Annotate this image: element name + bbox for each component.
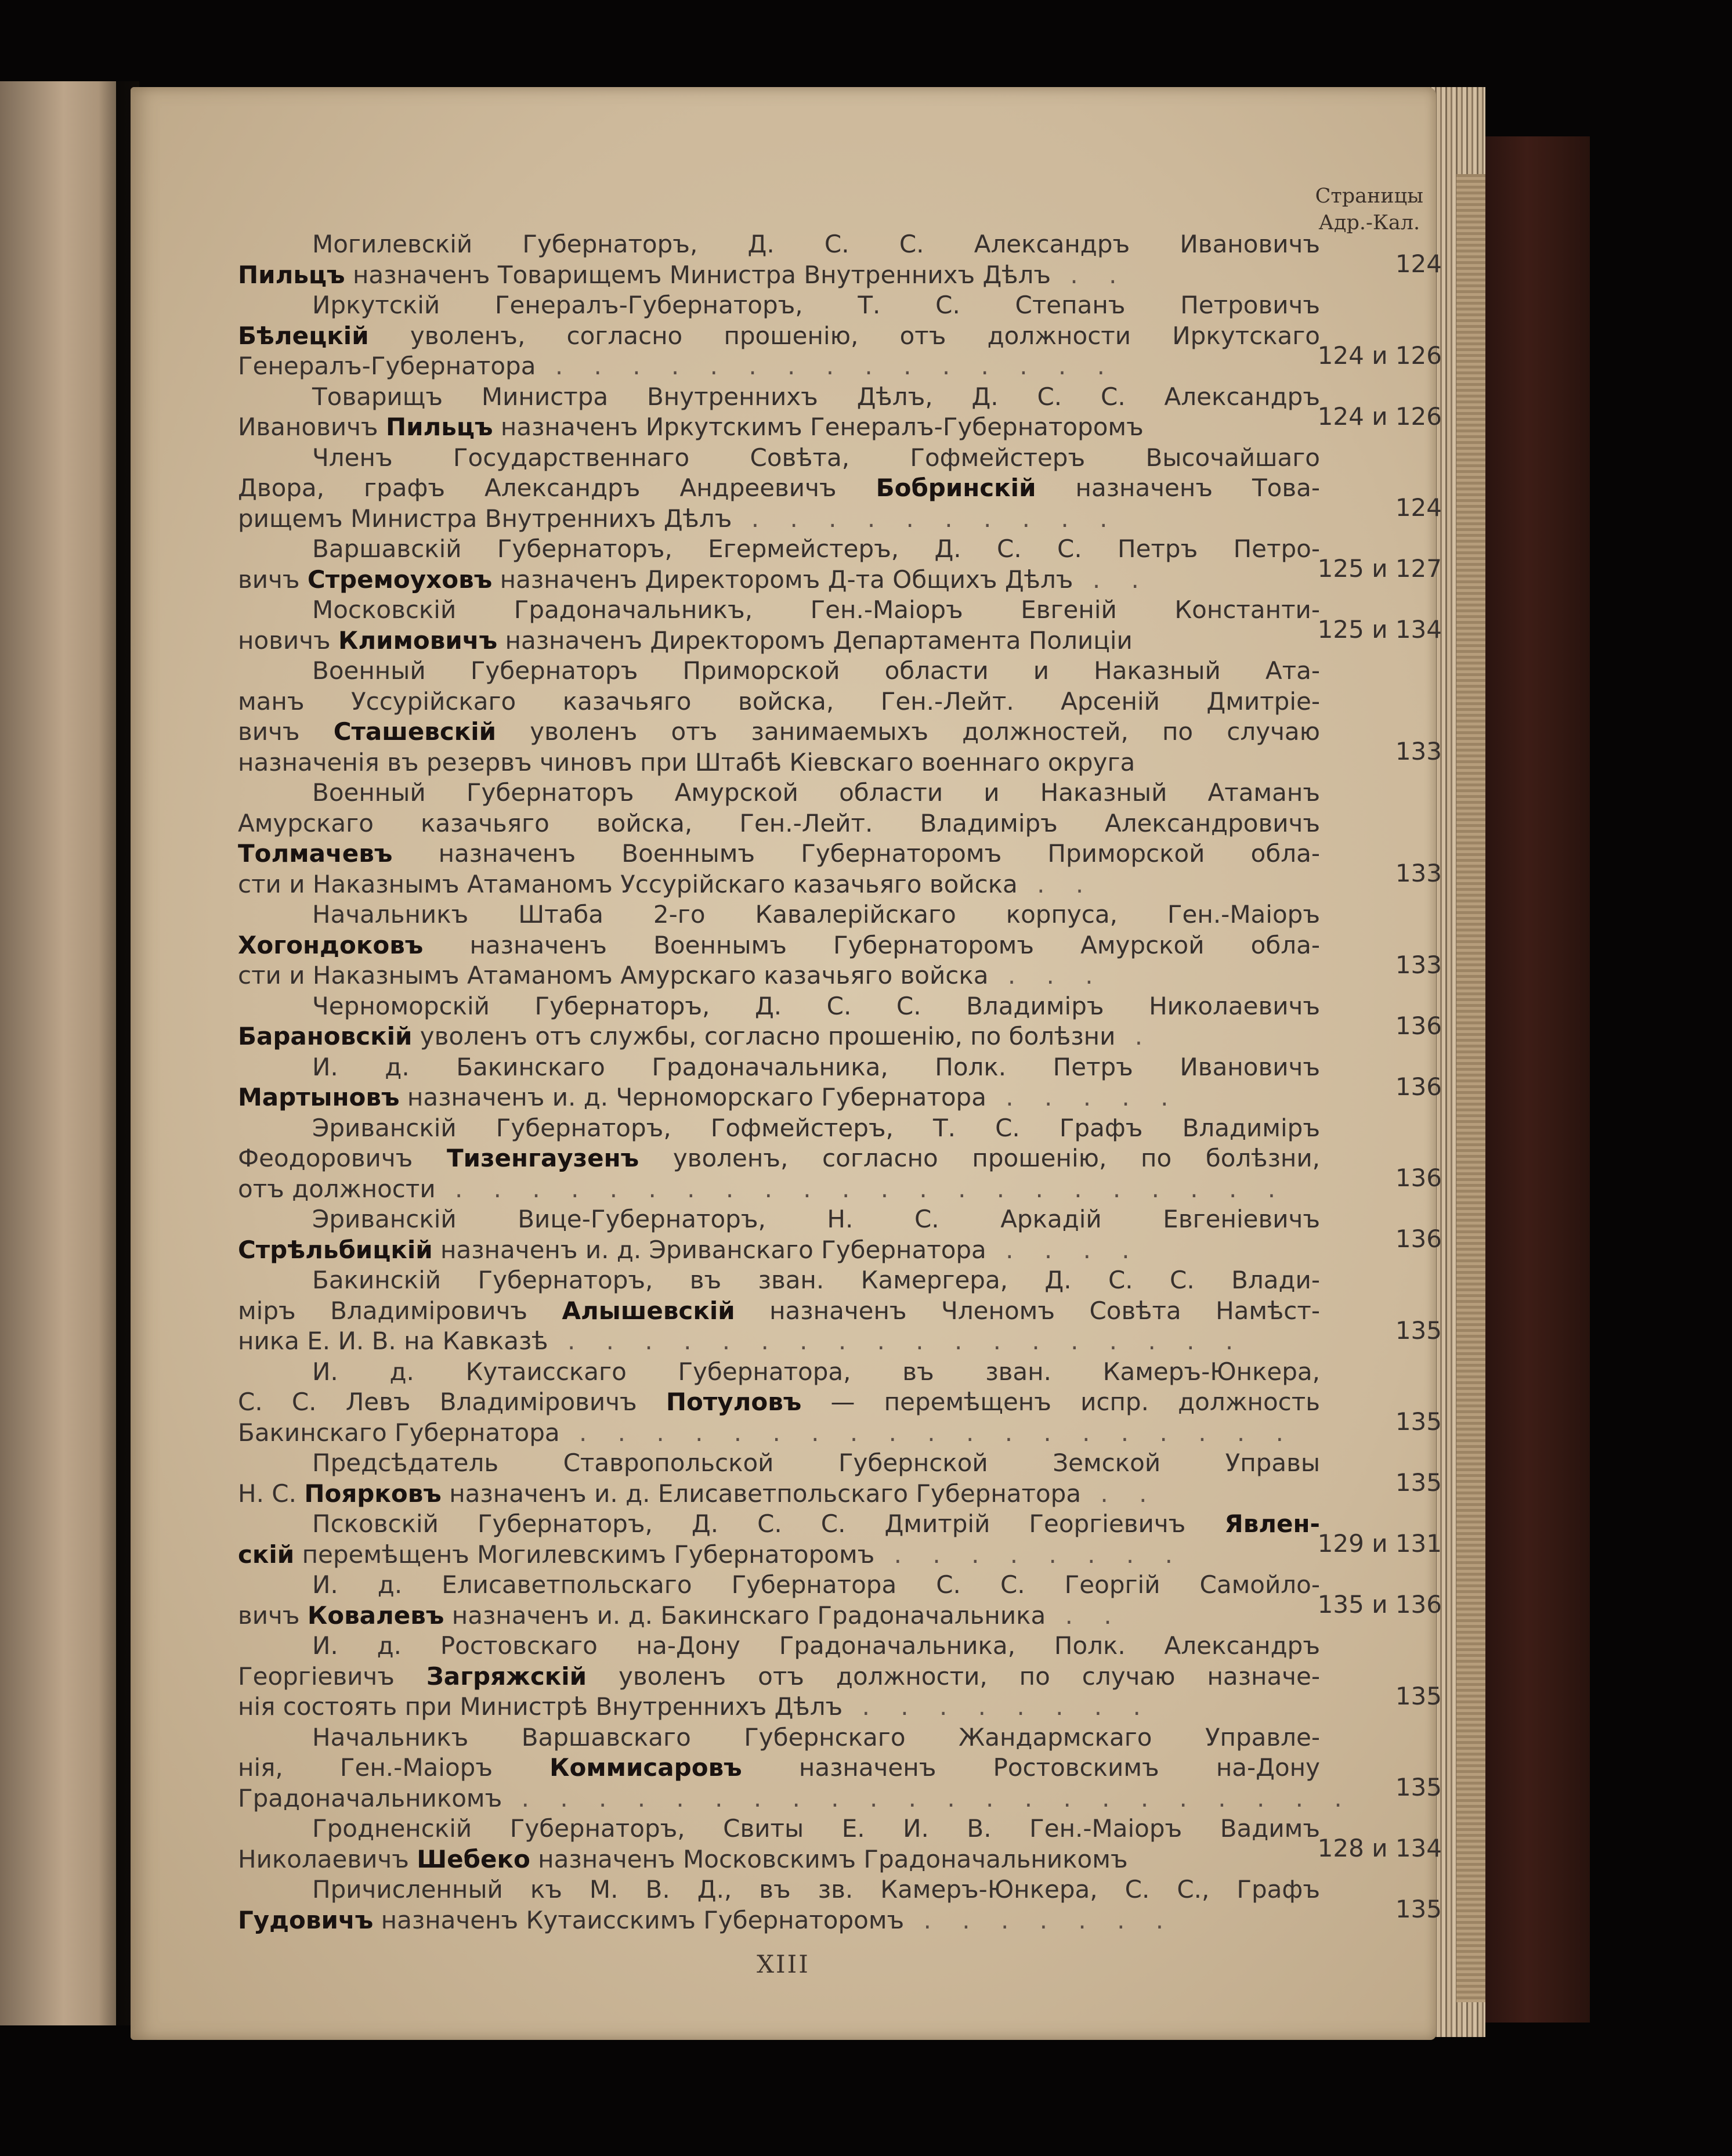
official-name: Пильцъ	[385, 413, 493, 441]
page-reference: 136	[1395, 1011, 1442, 1040]
entry-line	[238, 1174, 1320, 1205]
entry-line	[238, 1509, 1320, 1540]
entry-text: Н. С.	[238, 1479, 305, 1508]
entry-line	[238, 1296, 1320, 1327]
entry-text: уволенъ, согласно прошенію, отъ должности Иркутскаго	[368, 321, 1320, 350]
entry-text: новичъ	[238, 626, 339, 655]
leader-dots: . . . . . . . .	[874, 1540, 1184, 1569]
index-entry	[238, 1052, 1442, 1113]
entry-line	[238, 1662, 1320, 1692]
leader-dots: . . . . . . . . . . . . . . . . . . . . . .	[502, 1783, 1354, 1812]
entry-text: уволенъ отъ должности, по случаю назначе-	[587, 1662, 1320, 1691]
entry-line	[238, 1418, 1320, 1449]
entry-text: назначенъ Московскимъ Градоначальникомъ	[530, 1844, 1128, 1873]
entry-text: сти и Наказнымъ Атаманомъ Уссурійскаго казачьяго войска	[238, 869, 1018, 898]
official-name: Стрѣльбицкій	[238, 1235, 433, 1264]
entry-text: нія, Ген.-Маіоръ	[238, 1753, 550, 1782]
official-name: Климовичъ	[338, 626, 498, 655]
entry-line	[238, 473, 1320, 504]
leader-dots: . . . . . . . . . .	[732, 504, 1119, 533]
official-name: Коммисаровъ	[549, 1753, 742, 1782]
entry-text: нія состоять при Министрѣ Внутреннихъ Дѣлъ	[238, 1692, 843, 1721]
entry-line	[238, 1235, 1320, 1266]
page-reference: 133	[1395, 950, 1442, 979]
entry-line	[238, 747, 1320, 778]
leader-dots: . .	[1046, 1601, 1123, 1630]
page-reference: 125 и 127	[1317, 554, 1442, 583]
official-name: Сташевскій	[333, 717, 497, 746]
entry-text: назначенъ и. д. Черноморскаго Губернатора	[399, 1083, 986, 1111]
entry-line	[238, 626, 1320, 656]
index-entry	[238, 229, 1442, 290]
page-reference: 136	[1395, 1164, 1442, 1193]
page-reference: 124 и 126	[1317, 402, 1442, 431]
entry-text: уволенъ отъ занимаемыхъ должностей, по случаю	[496, 717, 1320, 746]
index-entry	[238, 290, 1442, 382]
entry-text: назначенъ Директоромъ Департамента Полиціи	[497, 626, 1133, 655]
entry-line	[238, 1692, 1320, 1722]
page-reference: 133	[1395, 737, 1442, 766]
entry-line: И. д. Елисаветпольскаго Губернатора С. С. Георгій Самойло-	[312, 1570, 1320, 1599]
entry-line: И. д. Бакинскаго Градоначальника, Полк. Петръ Ивановичъ	[312, 1052, 1320, 1081]
page-reference: 135	[1395, 1681, 1442, 1710]
page-number: XIII	[757, 1950, 810, 1978]
page-reference: 124 и 126	[1317, 341, 1442, 370]
entry-line	[238, 1326, 1320, 1357]
entry-text: назначенъ Военнымъ Губернаторомъ Амурской обла-	[423, 930, 1320, 959]
index-entry	[238, 900, 1442, 991]
official-name: Шебеко	[417, 1844, 530, 1873]
entry-text: назначенъ и. д. Елисаветпольскаго Губернатора	[441, 1479, 1082, 1508]
entry-line	[238, 1844, 1320, 1875]
page-reference: 124	[1395, 250, 1442, 279]
entry-line	[238, 717, 1320, 747]
official-name: Толмачевъ	[238, 839, 393, 868]
book-cover	[1485, 136, 1590, 2023]
index-entry	[238, 991, 1442, 1052]
entry-line: Гродненскій Губернаторъ, Свиты Е. И. В. Ген.-Маіоръ Вадимъ	[312, 1814, 1320, 1843]
official-name: Загряжскій	[426, 1662, 587, 1691]
official-name: Гудовичъ	[238, 1905, 374, 1934]
leader-dots: . . . . . . .	[904, 1905, 1176, 1934]
official-name: Мартыновъ	[238, 1083, 400, 1111]
index-entry	[238, 656, 1442, 778]
entry-line	[238, 1601, 1320, 1631]
entry-text: назначенъ Това-	[1036, 474, 1320, 502]
index-entry	[238, 1875, 1442, 1935]
entry-text: назначенія въ резервъ чиновъ при Штабѣ Кіевскаго военнаго округа	[238, 747, 1136, 777]
index-entry	[238, 1570, 1442, 1631]
entry-line: Московскій Градоначальникъ, Ген.-Маіоръ Евгеній Константи-	[312, 595, 1320, 624]
index-entry	[238, 1113, 1442, 1205]
official-name: Бобринскій	[876, 474, 1036, 502]
entry-line	[238, 321, 1320, 352]
entry-text: назначенъ Иркутскимъ Генералъ-Губернаторомъ	[493, 413, 1144, 441]
page-reference: 129 и 131	[1317, 1529, 1442, 1558]
index-entry	[238, 1204, 1442, 1265]
entry-line: Черноморскій Губернаторъ, Д. С. С. Владиміръ Николаевичъ	[312, 991, 1320, 1020]
entry-text: назначенъ Военнымъ Губернаторомъ Приморской обла-	[392, 839, 1320, 868]
entry-text: Георгіевичъ	[238, 1662, 426, 1691]
entry-line: Иркутскій Генералъ-Губернаторъ, Т. С. Степанъ Петровичъ	[312, 291, 1320, 319]
column-header-line1: Страницы	[1315, 185, 1423, 208]
column-header	[1315, 183, 1423, 236]
entry-text: уволенъ отъ службы, согласно прошенію, по болѣзни	[412, 1022, 1116, 1050]
official-name: Алышевскій	[562, 1296, 735, 1325]
entry-text: Ивановичъ	[238, 413, 386, 441]
entry-line	[238, 504, 1320, 535]
entry-line: Эриванскій Губернаторъ, Гофмейстеръ, Т. С. Графъ Владиміръ	[312, 1113, 1320, 1142]
index-entry	[238, 382, 1442, 443]
entry-text: Амурскаго казачьяго войска, Ген.-Лейт. Владиміръ Александровичъ	[238, 808, 1320, 837]
entry-text: отъ должности	[238, 1174, 436, 1203]
entry-text: вичъ	[238, 1601, 308, 1630]
index-entry	[238, 1631, 1442, 1722]
entry-line	[238, 808, 1320, 839]
entry-text: назначенъ Членомъ Совѣта Намѣст-	[735, 1296, 1320, 1325]
entry-text: назначенъ Кутаисскимъ Губернаторомъ	[373, 1905, 905, 1934]
entry-text: Градоначальникомъ	[238, 1783, 502, 1812]
book-page	[131, 87, 1442, 2040]
entry-text: сти и Наказнымъ Атаманомъ Амурскаго казачьяго войска	[238, 961, 989, 989]
entry-line: Предсѣдатель Ставропольской Губернской Земской Управы	[312, 1449, 1320, 1477]
page-reference: 135	[1395, 1468, 1442, 1497]
entry-line: Членъ Государственнаго Совѣта, Гофмейстеръ Высочайшаго	[312, 443, 1320, 472]
entry-line	[238, 412, 1320, 443]
entry-line: Начальникъ Варшавскаго Губернскаго Жандармскаго Управле-	[312, 1722, 1320, 1751]
entry-text: назначенъ Товарищемъ Министра Внутреннихъ Дѣлъ	[345, 260, 1051, 289]
leader-dots: . . . . .	[986, 1083, 1180, 1111]
official-name: Барановскій	[238, 1022, 413, 1050]
official-name: Стремоуховъ	[307, 565, 493, 594]
page-reference: 125 и 134	[1317, 615, 1442, 644]
entry-text: міръ Владиміровичъ	[238, 1296, 562, 1325]
entry-line: Эриванскій Вице-Губернаторъ, Н. С. Аркадій Евгеніевичъ	[312, 1205, 1320, 1233]
index-entry	[238, 1814, 1442, 1875]
entry-line: Военный Губернаторъ Приморской области и Наказный Ата-	[312, 656, 1320, 685]
page-reference: 135	[1395, 1895, 1442, 1924]
page-reference: 135 и 136	[1317, 1590, 1442, 1619]
entry-line	[238, 1082, 1320, 1113]
entry-line: И. д. Кутаисскаго Губернатора, въ зван. Камеръ-Юнкера,	[312, 1357, 1320, 1386]
page-reference: 135	[1395, 1773, 1442, 1802]
entry-line	[238, 351, 1320, 382]
entry-line: Начальникъ Штаба 2-го Кавалерійскаго корпуса, Ген.-Маіоръ	[312, 900, 1320, 929]
index-entry	[238, 778, 1442, 900]
entry-line	[238, 687, 1320, 717]
leader-dots: . .	[1073, 565, 1151, 594]
entry-text: — перемѣщенъ испр. должность	[801, 1388, 1320, 1416]
entry-text: вичъ	[238, 717, 334, 746]
index-entry	[238, 595, 1442, 656]
leader-dots: . . . .	[986, 1235, 1141, 1264]
leader-dots: . .	[1017, 869, 1095, 898]
entry-text: вичъ	[238, 565, 308, 594]
entry-line	[238, 1021, 1320, 1052]
leader-dots: . . . . . . . . . . . . . . . . . . . . . .	[435, 1174, 1288, 1203]
entry-line	[238, 1387, 1320, 1418]
page-reference: 133	[1395, 859, 1442, 888]
official-name: скій	[238, 1540, 295, 1569]
leader-dots: . . . . . . . . . . . . . . . . . .	[548, 1327, 1245, 1355]
column-header-line2: Адр.-Кал.	[1318, 211, 1420, 234]
index-entry	[238, 1448, 1442, 1509]
entry-text: ника Е. И. В. на Кавказѣ	[238, 1327, 548, 1355]
entry-text: Псковскій Губернаторъ, Д. С. С. Дмитрій Георгіевичъ	[312, 1509, 1225, 1538]
entry-line: Бакинскій Губернаторъ, въ зван. Камергера, Д. С. С. Влади-	[312, 1266, 1320, 1294]
index-entry	[238, 443, 1442, 535]
entry-text: Двора, графъ Александръ Андреевичъ	[238, 474, 876, 502]
index-entry	[238, 534, 1442, 595]
entry-text: назначенъ Ростовскимъ на-Дону	[742, 1753, 1320, 1782]
page-reference: 135	[1395, 1316, 1442, 1345]
page-reference: 124	[1395, 493, 1442, 522]
leader-dots: . .	[1051, 260, 1129, 289]
leader-dots: .	[1115, 1022, 1155, 1050]
index-entry	[238, 1357, 1442, 1449]
official-name: Потуловъ	[666, 1388, 802, 1416]
official-name: Бѣлецкій	[238, 321, 369, 350]
page-reference: 135	[1395, 1407, 1442, 1436]
entry-text: С. С. Левъ Владиміровичъ	[238, 1388, 666, 1416]
entry-text: перемѣщенъ Могилевскимъ Губернаторомъ	[294, 1540, 875, 1569]
entry-line	[238, 1905, 1320, 1936]
entry-text: Феодоровичъ	[238, 1144, 447, 1172]
official-name: Явлен-	[1224, 1509, 1320, 1538]
entry-text: манъ Уссурійскаго казачьяго войска, Ген.-Лейт. Арсеній Дмитріе-	[238, 687, 1320, 716]
leader-dots: . . . . . . . .	[843, 1692, 1152, 1721]
entry-line: И. д. Ростовскаго на-Дону Градоначальника, Полк. Александръ	[312, 1631, 1320, 1660]
entry-line	[238, 960, 1320, 991]
index-entry	[238, 1722, 1442, 1814]
entry-text: уволенъ, согласно прошенію, по болѣзни,	[639, 1144, 1320, 1172]
page-reference: 136	[1395, 1225, 1442, 1254]
entry-text: назначенъ и. д. Бакинскаго Градоначальника	[444, 1601, 1046, 1630]
page-reference: 128 и 134	[1317, 1834, 1442, 1863]
official-name: Поярковъ	[304, 1479, 442, 1508]
leader-dots: . .	[1081, 1479, 1159, 1508]
entry-line	[238, 1479, 1320, 1509]
entry-line	[238, 1540, 1320, 1570]
leader-dots: . . .	[988, 961, 1105, 989]
entry-line	[238, 1753, 1320, 1783]
entry-text: Бакинскаго Губернатора	[238, 1418, 560, 1447]
entry-line: Варшавскій Губернаторъ, Егермейстеръ, Д. С. С. Петръ Петро-	[312, 535, 1320, 563]
entry-line: Военный Губернаторъ Амурской области и Наказный Атаманъ	[312, 778, 1320, 807]
official-name: Ковалевъ	[307, 1601, 444, 1630]
entry-text: назначенъ и. д. Эриванскаго Губернатора	[432, 1235, 986, 1264]
entry-text: Николаевичъ	[238, 1844, 417, 1873]
entry-line	[238, 839, 1320, 869]
official-name: Хогондоковъ	[238, 930, 424, 959]
entry-line	[238, 869, 1320, 900]
index-entry	[238, 1265, 1442, 1357]
entry-line	[238, 930, 1320, 961]
page-reference: 136	[1395, 1072, 1442, 1101]
entry-line	[238, 1783, 1354, 1814]
entry-text: Генералъ-Губернатора	[238, 352, 536, 380]
entry-text: рищемъ Министра Внутреннихъ Дѣлъ	[238, 504, 732, 533]
official-name: Пильцъ	[238, 260, 345, 289]
entry-line: Могилевскій Губернаторъ, Д. С. С. Александръ Ивановичъ	[312, 230, 1320, 258]
entry-text: назначенъ Директоромъ Д-та Общихъ Дѣлъ	[492, 565, 1073, 594]
entry-line	[238, 260, 1320, 291]
entry-line: Товарищъ Министра Внутреннихъ Дѣлъ, Д. С. С. Александръ	[312, 382, 1320, 411]
leader-dots: . . . . . . . . . . . . . . .	[536, 352, 1116, 380]
official-name: Тизенгаузенъ	[447, 1144, 639, 1172]
entry-line	[238, 565, 1320, 595]
entry-line: Причисленный къ М. В. Д., въ зв. Камеръ-Юнкера, С. С., Графъ	[312, 1875, 1320, 1904]
entry-line	[238, 1143, 1320, 1174]
leader-dots: . . . . . . . . . . . . . . . . . . .	[559, 1418, 1295, 1447]
index-entry	[238, 1509, 1442, 1570]
